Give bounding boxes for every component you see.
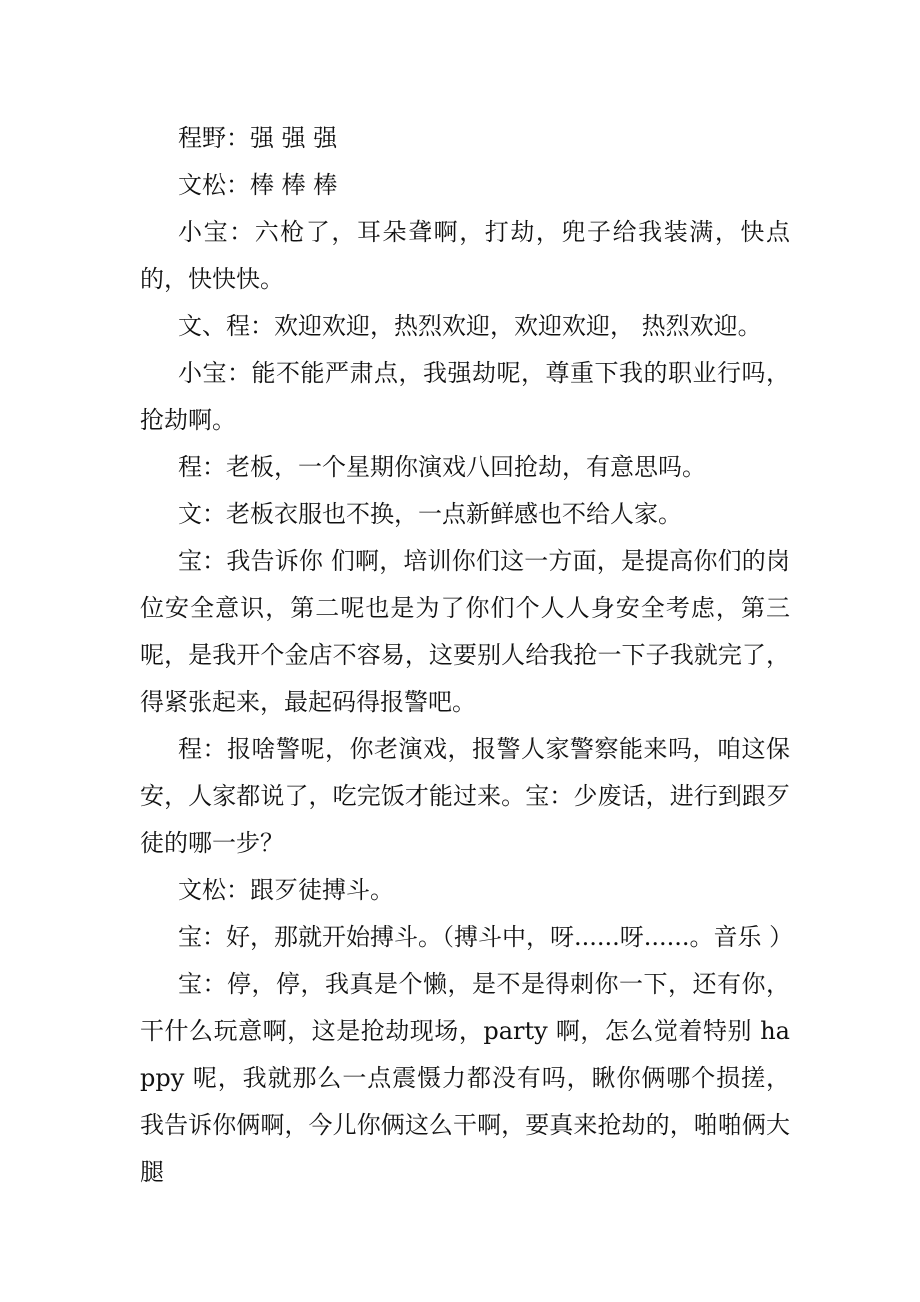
dialogue-line: 小宝：能不能严肃点，我强劫呢，尊重下我的职业行吗，抢劫啊。 [140,359,790,434]
dialogue-line: 宝：我告诉你 们啊，培训你们这一方面，是提高你们的岗位安全意识，第二呢也是为了你们个人人身安全考虑，第三呢，是我开个金店不容易，这要别人给我抢一下子我就完了，得紧张起来，最起码得报警吧。 [140,547,790,716]
dialogue-line: 文松：棒 棒 棒 [178,171,338,199]
dialogue-line: 宝：停，停，我真是个懒，是不是得刺你一下，还有你，干什么玩意啊，这是抢劫现场，party 啊，怎么觉着特别 happy 呢，我就那么一点震慑力都没有吗，瞅你俩哪个损搓，我告诉你俩啊，今儿你俩这么干啊，要真来抢劫的，啪啪俩大腿 [140,970,790,1186]
dialogue-line: 程野：强 强 强 [178,124,338,152]
dialogue-line: 小宝：六枪了，耳朵聋啊，打劫，兜子给我装满，快点的，快快快。 [140,218,790,293]
dialogue-line: 程：老板，一个星期你演戏八回抢劫，有意思吗。 [178,453,706,481]
dialogue-line: 文：老板衣服也不换，一点新鲜感也不给人家。 [178,500,682,528]
script-body [140,115,794,1196]
dialogue-line: 程：报啥警呢，你老演戏，报警人家警察能来吗，咱这保安，人家都说了，吃完饭才能过来。宝：少废话，进行到跟歹徒的哪一步？ [140,735,790,857]
dialogue-line: 文松：跟歹徒搏斗。 [178,876,394,904]
dialogue-line: 文、程：欢迎欢迎，热烈欢迎，欢迎欢迎， 热烈欢迎。 [178,312,762,340]
dialogue-line: 宝：好，那就开始搏斗。（搏斗中，呀......呀......。音乐 ） [178,923,794,951]
